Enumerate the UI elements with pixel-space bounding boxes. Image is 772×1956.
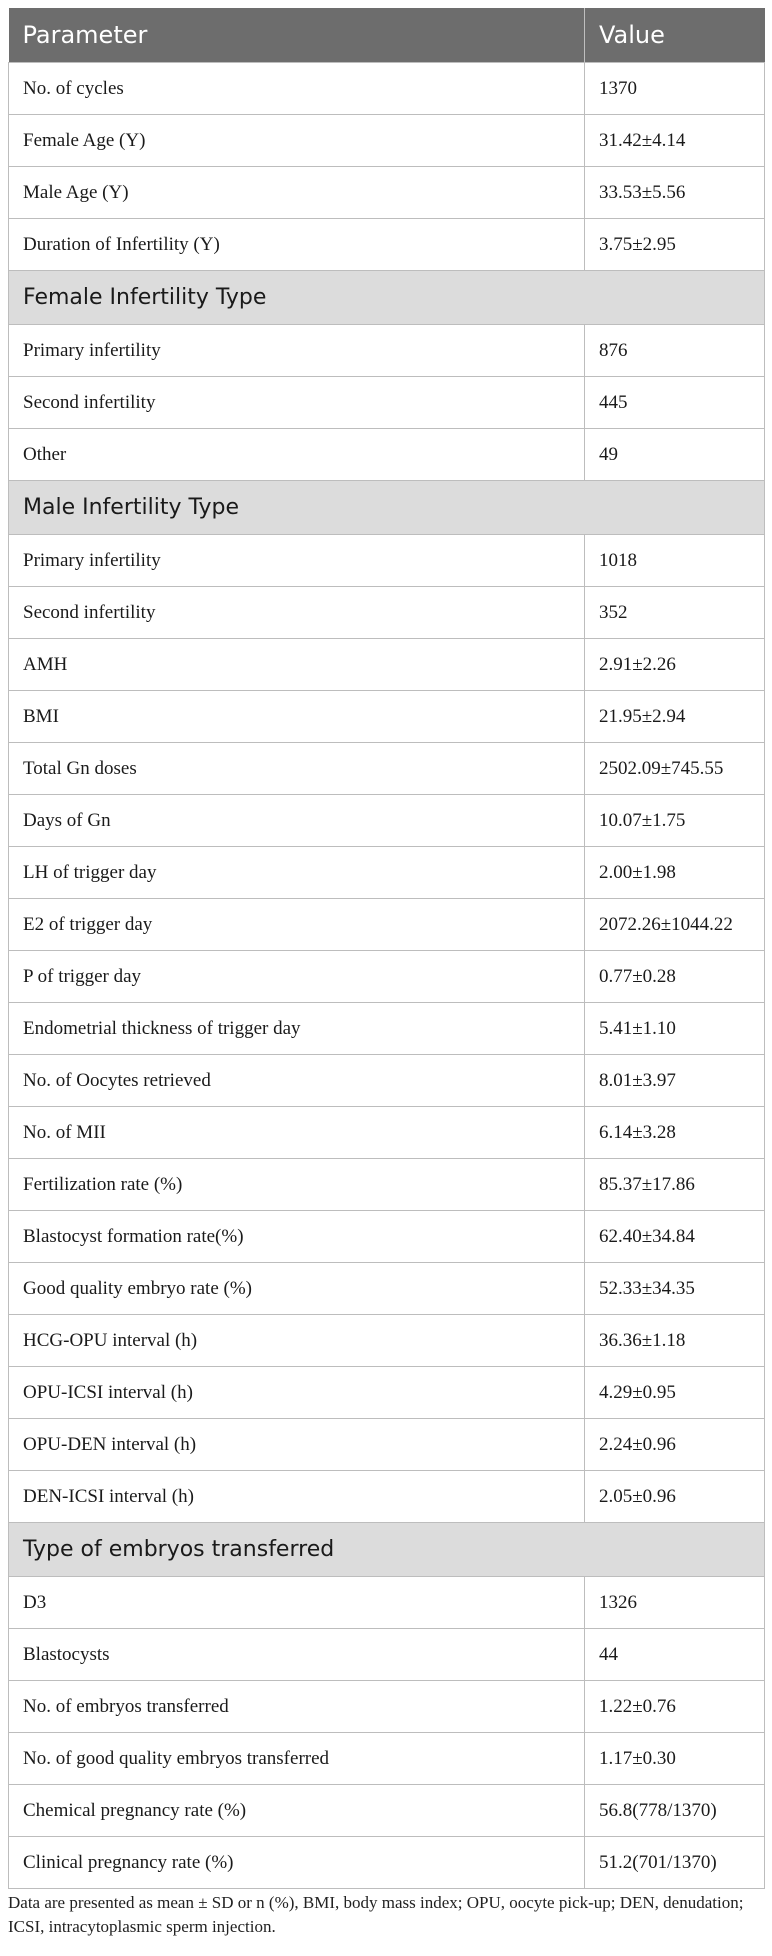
parameter-cell: P of trigger day <box>9 951 585 1003</box>
parameter-cell: Blastocyst formation rate(%) <box>9 1211 585 1263</box>
value-cell: 876 <box>585 325 765 377</box>
parameter-cell: Male Age (Y) <box>9 167 585 219</box>
table-row <box>9 1055 765 1107</box>
parameters-table <box>8 8 765 1889</box>
value-cell: 10.07±1.75 <box>585 795 765 847</box>
parameter-cell: Total Gn doses <box>9 743 585 795</box>
table-row <box>9 1263 765 1315</box>
value-cell: 445 <box>585 377 765 429</box>
table-row <box>9 1315 765 1367</box>
table-row <box>9 951 765 1003</box>
parameter-cell: DEN-ICSI interval (h) <box>9 1471 585 1523</box>
section-header-row <box>9 1523 765 1577</box>
table-row <box>9 63 765 115</box>
parameter-cell: Female Age (Y) <box>9 115 585 167</box>
value-cell: 51.2(701/1370) <box>585 1837 765 1889</box>
table-row <box>9 847 765 899</box>
value-cell: 1326 <box>585 1577 765 1629</box>
table-row <box>9 429 765 481</box>
section-header-row <box>9 481 765 535</box>
section-label: Male Infertility Type <box>9 481 765 535</box>
value-cell: 49 <box>585 429 765 481</box>
parameter-cell: E2 of trigger day <box>9 899 585 951</box>
parameter-cell: Chemical pregnancy rate (%) <box>9 1785 585 1837</box>
table-row <box>9 1107 765 1159</box>
value-cell: 85.37±17.86 <box>585 1159 765 1211</box>
header-parameter: Parameter <box>9 8 585 63</box>
value-cell: 1.22±0.76 <box>585 1681 765 1733</box>
value-cell: 21.95±2.94 <box>585 691 765 743</box>
table-row <box>9 1003 765 1055</box>
section-label: Type of embryos transferred <box>9 1523 765 1577</box>
parameter-cell: OPU-DEN interval (h) <box>9 1419 585 1471</box>
table-row <box>9 1471 765 1523</box>
table-row <box>9 1419 765 1471</box>
parameter-cell: Clinical pregnancy rate (%) <box>9 1837 585 1889</box>
value-cell: 1018 <box>585 535 765 587</box>
value-cell: 31.42±4.14 <box>585 115 765 167</box>
table-row <box>9 1159 765 1211</box>
value-cell: 33.53±5.56 <box>585 167 765 219</box>
parameter-cell: No. of Oocytes retrieved <box>9 1055 585 1107</box>
parameter-cell: Primary infertility <box>9 535 585 587</box>
parameter-cell: Other <box>9 429 585 481</box>
value-cell: 44 <box>585 1629 765 1681</box>
section-label: Female Infertility Type <box>9 271 765 325</box>
value-cell: 352 <box>585 587 765 639</box>
value-cell: 2.00±1.98 <box>585 847 765 899</box>
parameter-cell: Fertilization rate (%) <box>9 1159 585 1211</box>
value-cell: 1370 <box>585 63 765 115</box>
table-row <box>9 587 765 639</box>
value-cell: 2.24±0.96 <box>585 1419 765 1471</box>
table-row <box>9 691 765 743</box>
value-cell: 6.14±3.28 <box>585 1107 765 1159</box>
table-row <box>9 1837 765 1889</box>
value-cell: 36.36±1.18 <box>585 1315 765 1367</box>
parameter-cell: No. of good quality embryos transferred <box>9 1733 585 1785</box>
table-row <box>9 377 765 429</box>
parameter-cell: Days of Gn <box>9 795 585 847</box>
value-cell: 5.41±1.10 <box>585 1003 765 1055</box>
parameter-cell: AMH <box>9 639 585 691</box>
parameter-cell: Good quality embryo rate (%) <box>9 1263 585 1315</box>
table-row <box>9 795 765 847</box>
table-row <box>9 1681 765 1733</box>
table-row <box>9 115 765 167</box>
table-row <box>9 1367 765 1419</box>
parameter-cell: Blastocysts <box>9 1629 585 1681</box>
table-row <box>9 1629 765 1681</box>
value-cell: 2072.26±1044.22 <box>585 899 765 951</box>
table-row <box>9 1785 765 1837</box>
table-row <box>9 1211 765 1263</box>
table-row <box>9 219 765 271</box>
table-row <box>9 1577 765 1629</box>
table-body <box>9 63 765 1889</box>
parameter-cell: HCG-OPU interval (h) <box>9 1315 585 1367</box>
parameter-cell: No. of embryos transferred <box>9 1681 585 1733</box>
value-cell: 8.01±3.97 <box>585 1055 765 1107</box>
table-row <box>9 639 765 691</box>
table-row <box>9 899 765 951</box>
parameter-cell: BMI <box>9 691 585 743</box>
parameter-cell: Endometrial thickness of trigger day <box>9 1003 585 1055</box>
value-cell: 2.05±0.96 <box>585 1471 765 1523</box>
parameter-cell: No. of MII <box>9 1107 585 1159</box>
parameter-cell: Second infertility <box>9 377 585 429</box>
value-cell: 2502.09±745.55 <box>585 743 765 795</box>
data-table-container <box>8 8 764 1889</box>
value-cell: 4.29±0.95 <box>585 1367 765 1419</box>
value-cell: 62.40±34.84 <box>585 1211 765 1263</box>
header-value: Value <box>585 8 765 63</box>
table-footnote: Data are presented as mean ± SD or n (%), BMI, body mass index; OPU, oocyte pick-up; DEN, denudation; ICSI, intracytoplasmic sperm injection. <box>8 1893 744 1936</box>
value-cell: 0.77±0.28 <box>585 951 765 1003</box>
parameter-cell: LH of trigger day <box>9 847 585 899</box>
value-cell: 3.75±2.95 <box>585 219 765 271</box>
value-cell: 1.17±0.30 <box>585 1733 765 1785</box>
table-row <box>9 535 765 587</box>
parameter-cell: OPU-ICSI interval (h) <box>9 1367 585 1419</box>
value-cell: 52.33±34.35 <box>585 1263 765 1315</box>
parameter-cell: Second infertility <box>9 587 585 639</box>
table-row <box>9 1733 765 1785</box>
parameter-cell: Duration of Infertility (Y) <box>9 219 585 271</box>
value-cell: 2.91±2.26 <box>585 639 765 691</box>
parameter-cell: No. of cycles <box>9 63 585 115</box>
table-header-row <box>9 8 765 63</box>
value-cell: 56.8(778/1370) <box>585 1785 765 1837</box>
section-header-row <box>9 271 765 325</box>
parameter-cell: D3 <box>9 1577 585 1629</box>
parameter-cell: Primary infertility <box>9 325 585 377</box>
table-row <box>9 325 765 377</box>
table-row <box>9 167 765 219</box>
table-row <box>9 743 765 795</box>
